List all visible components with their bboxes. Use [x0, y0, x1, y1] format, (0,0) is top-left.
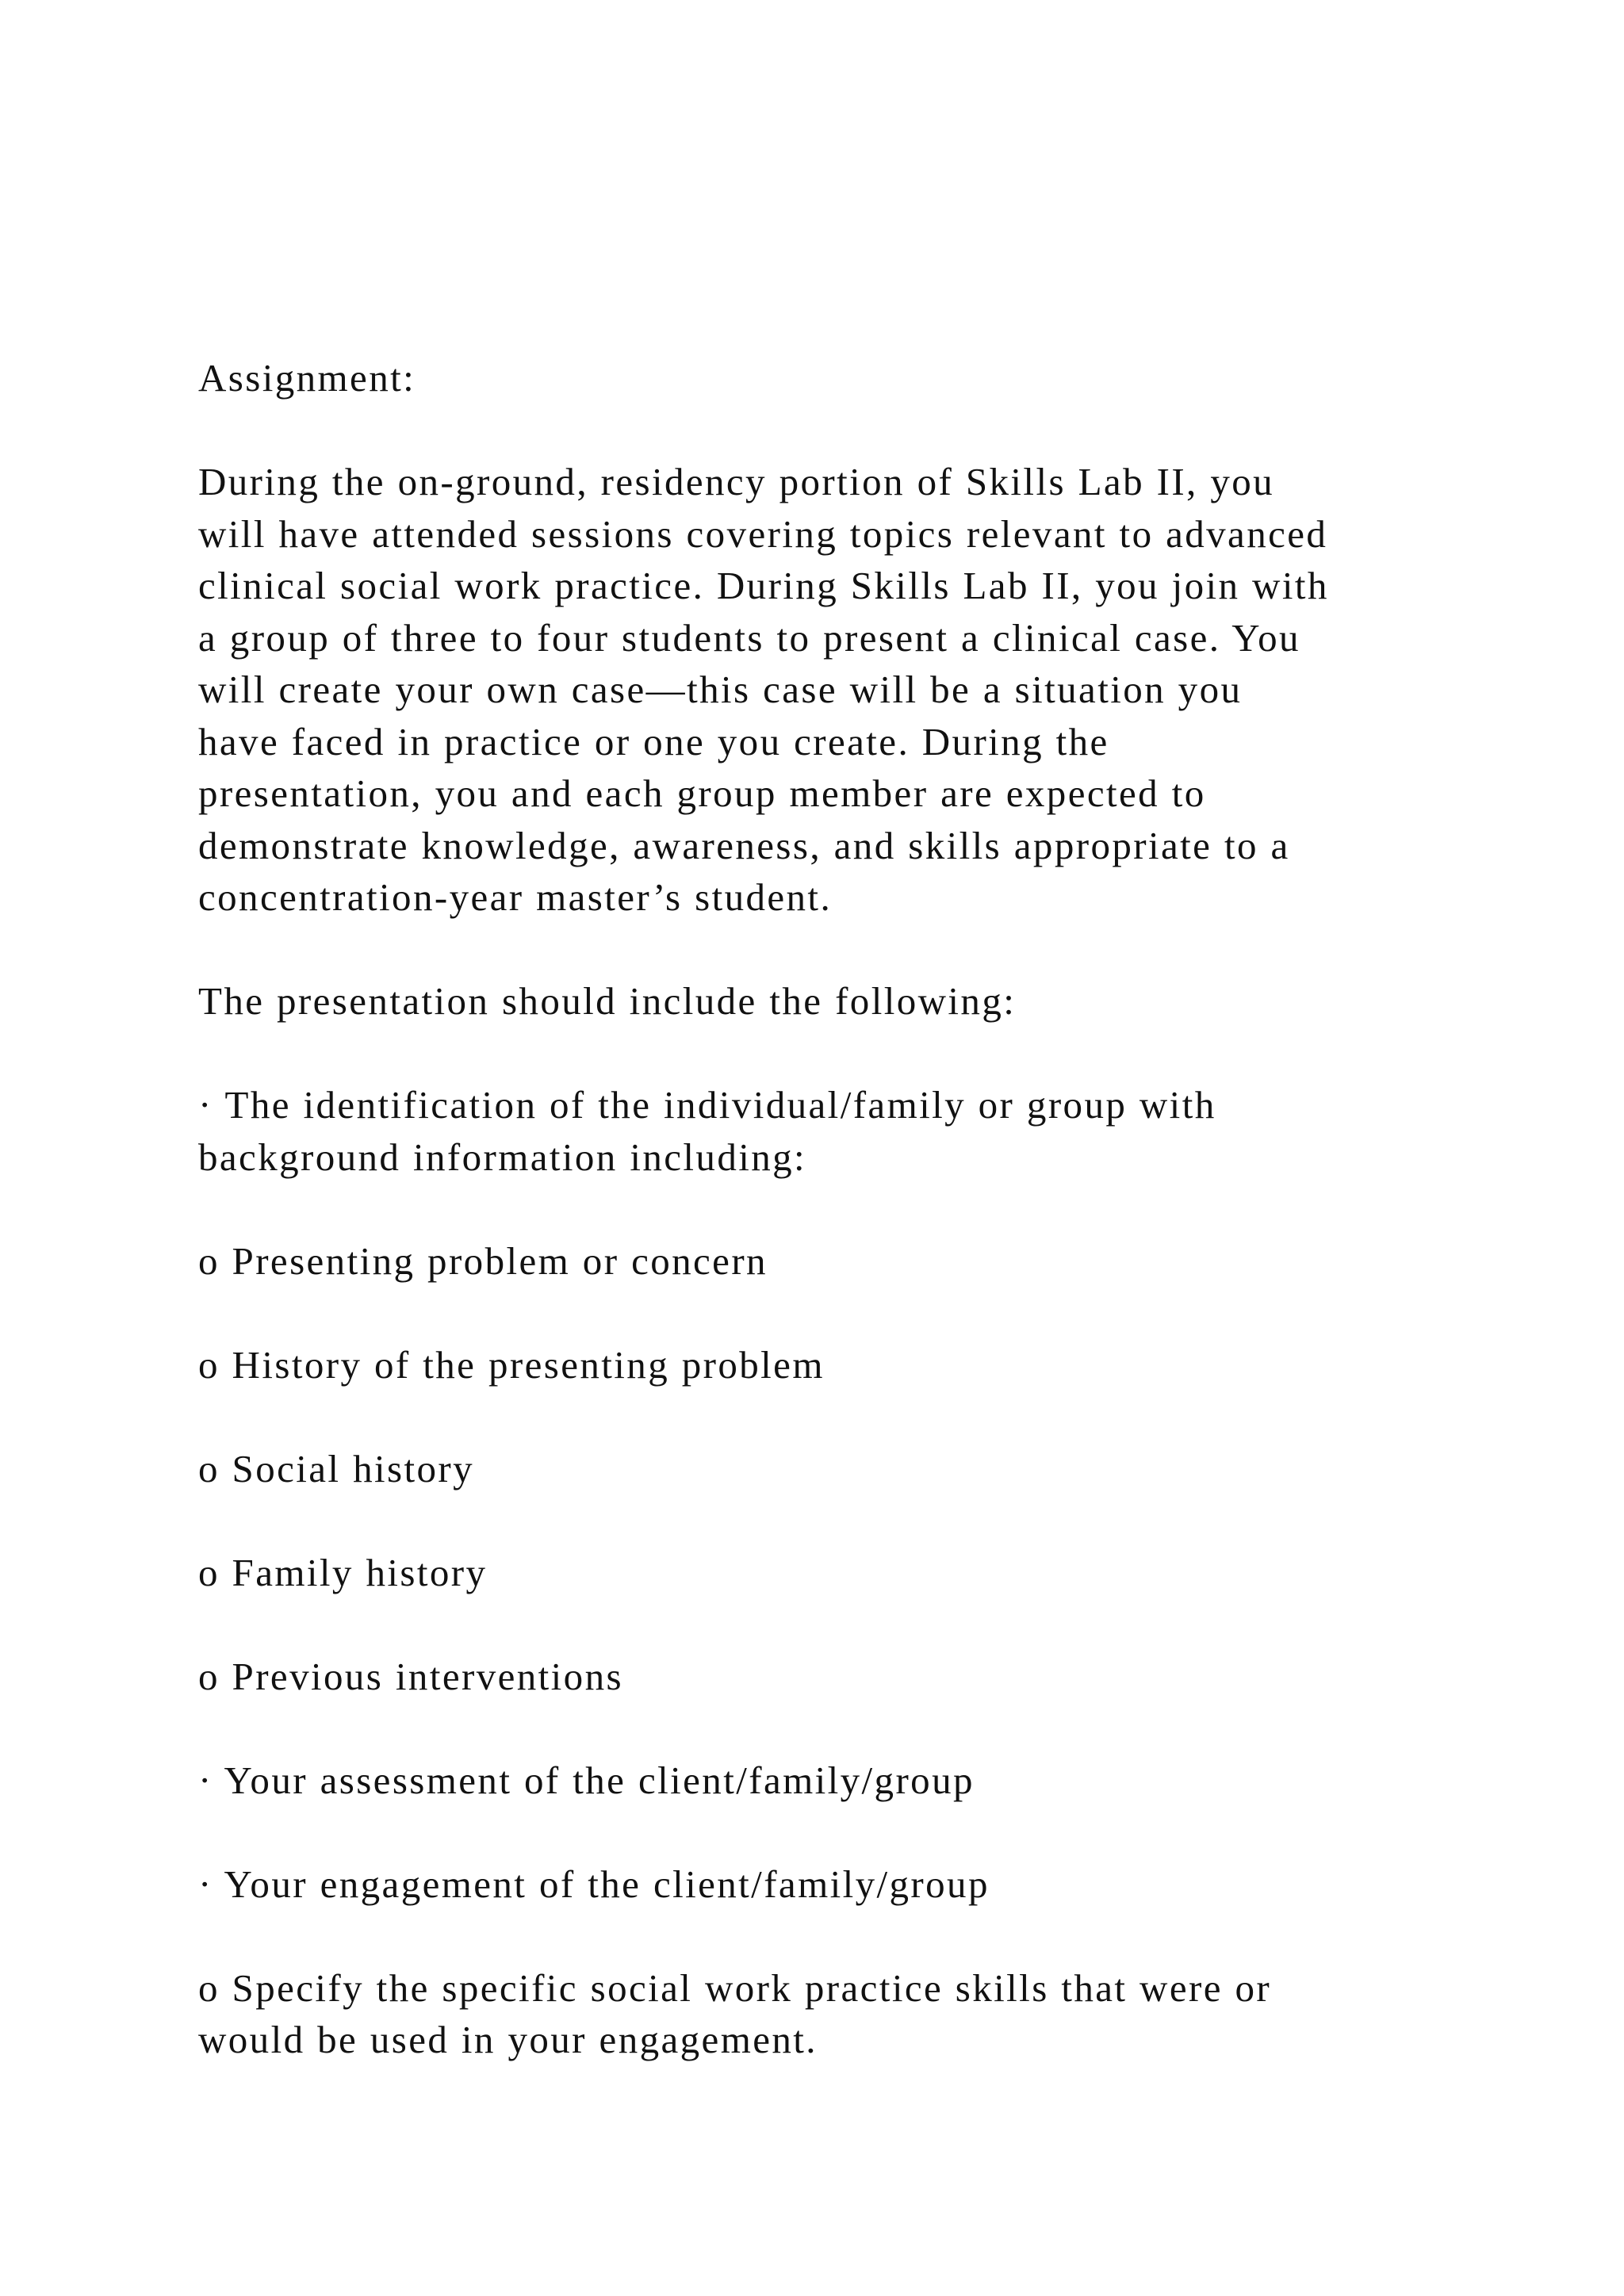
- intro-line: have faced in practice or one you create. During the: [198, 719, 1109, 763]
- bullet-line: background information including:: [198, 1135, 807, 1179]
- list-intro: The presentation should include the following:: [198, 979, 1017, 1023]
- intro-line: concentration-year master’s student.: [198, 875, 833, 919]
- sub-item-engagement-skills: o Specify the specific social work practice skills that were or would be used in your engagement.: [198, 1965, 1272, 2061]
- sub-item-history: o History of the presenting problem: [198, 1342, 825, 1387]
- intro-line: will create your own case—this case will be a situation you: [198, 668, 1243, 711]
- sub-item-family-history: o Family history: [198, 1550, 488, 1594]
- sub-item-social-history: o Social history: [198, 1446, 474, 1490]
- intro-line: a group of three to four students to present a clinical case. You: [198, 615, 1300, 660]
- intro-line: clinical social work practice. During Skills Lab II, you join with: [198, 564, 1329, 607]
- bullet-identification: [198, 1079, 1515, 1183]
- intro-line: will have attended sessions covering topics relevant to advanced: [198, 511, 1328, 556]
- document-body: [198, 352, 1515, 2118]
- assignment-heading: Assignment:: [198, 356, 416, 400]
- bullet-line: · The identification of the individual/family or group with: [198, 1083, 1216, 1127]
- bullet-assessment: · Your assessment of the client/family/group: [198, 1758, 975, 1802]
- intro-line: presentation, you and each group member are expected to: [198, 771, 1206, 815]
- sub-item-previous-interventions: o Previous interventions: [198, 1654, 623, 1698]
- bullet-engagement: · Your engagement of the client/family/group: [198, 1862, 990, 1906]
- sub-item-presenting-problem: o Presenting problem or concern: [198, 1238, 768, 1283]
- intro-paragraph: [198, 456, 1515, 924]
- intro-line: During the on-ground, residency portion of Skills Lab II, you: [198, 460, 1275, 503]
- intro-line: demonstrate knowledge, awareness, and skills appropriate to a: [198, 823, 1290, 867]
